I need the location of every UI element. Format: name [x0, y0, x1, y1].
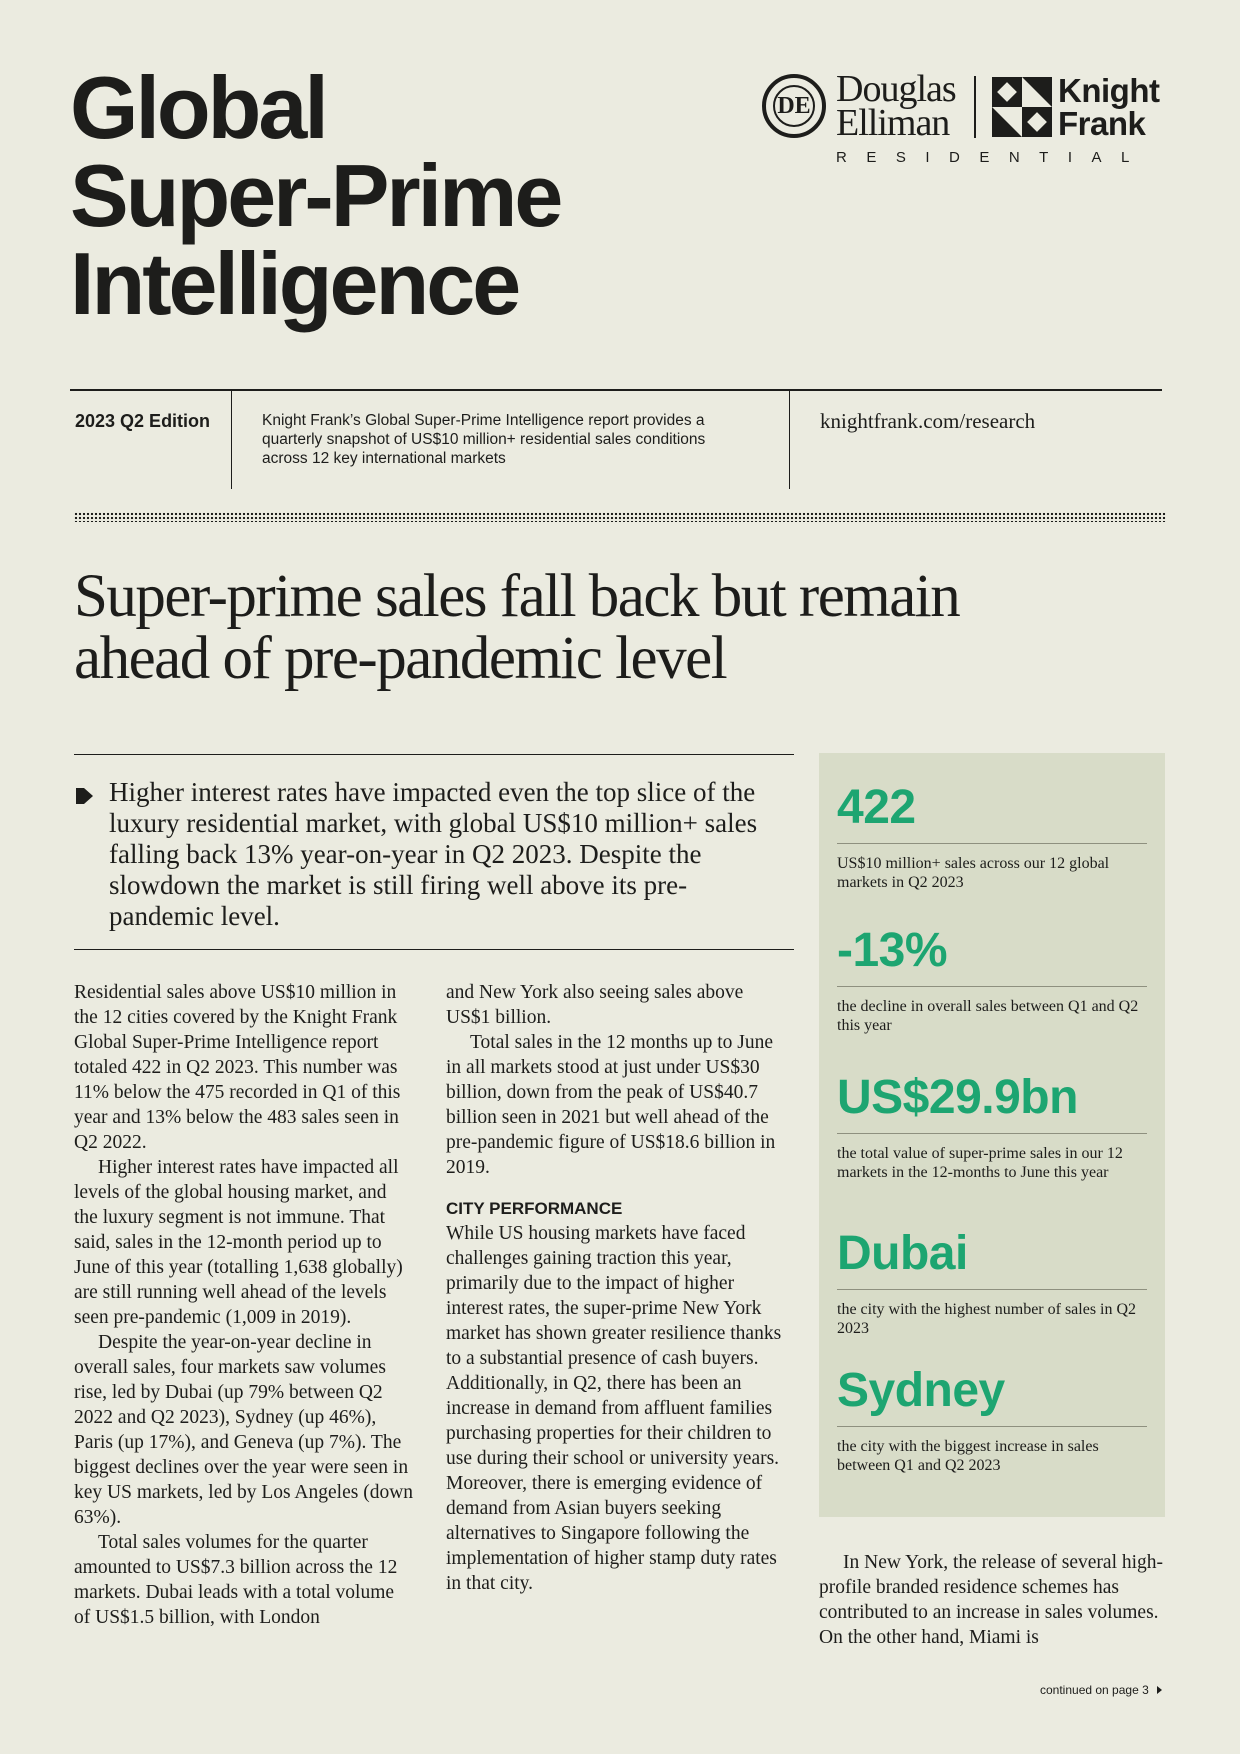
dotted-divider: [74, 512, 1166, 522]
continued-note[interactable]: [1040, 1683, 1162, 1697]
stat-description: US$10 million+ sales across our 12 global markets in Q2 2023: [837, 855, 1110, 891]
knight-frank-wordmark: Knight Frank: [1058, 72, 1160, 142]
edition-label: 2023 Q2 Edition: [75, 411, 211, 431]
body-column-1: [74, 980, 414, 1630]
partner-logos: [760, 68, 1160, 172]
logo-divider: [974, 76, 976, 138]
article-summary: Higher interest rates have impacted even the top slice of the luxury residential market, with global US$10 million+ sales falling back 13% year-on-year in Q2 2023. Despite the slowdown the market is still firing well above its pre-pandemic level.: [109, 777, 758, 931]
stat-rule: [837, 986, 1147, 987]
stat-block: [837, 1073, 1147, 1182]
stat-block: [837, 1366, 1147, 1475]
douglas-elliman-wordmark: Douglas Elliman: [836, 68, 956, 144]
residential-label: RESIDENTIAL: [836, 149, 1149, 166]
paragraph: and New York also seeing sales above US$1 billion.: [446, 982, 744, 1028]
summary-bottom-rule: [74, 949, 794, 950]
report-title-line-2: Super-Prime: [70, 146, 561, 245]
stat-rule: [837, 1426, 1147, 1427]
knight-frank-mark-icon: [992, 77, 1052, 137]
section-heading: CITY PERFORMANCE: [446, 1199, 623, 1218]
edition-top-rule: [70, 389, 1162, 391]
stat-value: -13%: [837, 924, 948, 977]
report-title-line-3: Intelligence: [70, 234, 519, 333]
stat-value: Sydney: [837, 1364, 1005, 1417]
paragraph: Total sales volumes for the quarter amounted to US$7.3 billion across the 12 markets. Dubai leads with a total volume of US$1.5 billion, with London: [74, 1532, 398, 1628]
stat-rule: [837, 843, 1147, 844]
stat-description: the total value of super-prime sales in our 12 markets in the 12-months to June this year: [837, 1145, 1123, 1181]
report-title-line-1: Global: [70, 58, 326, 157]
edition-divider-right: [789, 391, 790, 489]
continued-label: continued on page 3: [1040, 1683, 1149, 1697]
paragraph: Residential sales above US$10 million in the 12 cities covered by the Knight Frank Global Super-Prime Intelligence report totaled 422 in Q2 2023. This number was 11% below the 475 recorded in Q1 of this year and 13% below the 483 sales seen in Q2 2022.: [74, 982, 401, 1153]
stat-value: Dubai: [837, 1227, 968, 1280]
stat-description: the decline in overall sales between Q1 and Q2 this year: [837, 998, 1139, 1034]
key-stats-sidebar: [819, 753, 1165, 1517]
stat-block: [837, 1229, 1147, 1338]
summary-top-rule: [74, 754, 794, 755]
stat-rule: [837, 1133, 1147, 1134]
stat-description: the city with the highest number of sales in Q2 2023: [837, 1301, 1137, 1337]
douglas-elliman-seal-icon: DE: [762, 74, 826, 138]
research-link[interactable]: knightfrank.com/research: [820, 409, 1036, 433]
stat-description: the city with the biggest increase in sales between Q1 and Q2 2023: [837, 1438, 1099, 1474]
edition-divider-left: [231, 391, 232, 489]
stat-block: [837, 783, 1147, 892]
arrow-right-icon: [1157, 1686, 1162, 1694]
paragraph: In New York, the release of several high-profile branded residence schemes has contributed to an increase in sales volumes. On the other hand, Miami is: [819, 1552, 1164, 1648]
body-column-2: [446, 980, 782, 1596]
body-column-3: [819, 1550, 1165, 1650]
edition-description: Knight Frank’s Global Super-Prime Intelligence report provides a quarterly snapshot of US$10 million+ residential sales conditions across 12 key international markets: [262, 412, 706, 467]
paragraph: Higher interest rates have impacted all levels of the global housing market, and the luxury segment is not immune. That said, sales in the 12-month period up to June of this year (totalling 1,638 globally) are still running well ahead of the levels seen pre-pandemic (1,009 in 2019).: [74, 1157, 403, 1328]
stat-value: 422: [837, 781, 916, 834]
stat-value: US$29.9bn: [837, 1071, 1078, 1124]
paragraph: Despite the year-on-year decline in overall sales, four markets saw volumes rise, led by Dubai (up 79% between Q2 2022 and Q2 2023), Sydney (up 46%), Paris (up 17%), and Geneva (up 7%). The biggest declines over the year were seen in key US markets, led by Los Angeles (down 63%).: [74, 1332, 414, 1528]
bullet-arrow-icon: [74, 787, 94, 805]
stat-rule: [837, 1289, 1147, 1290]
paragraph: Total sales in the 12 months up to June in all markets stood at just under US$30 billion, down from the peak of US$40.7 billion seen in 2021 but well ahead of the pre-pandemic figure of US$18.6 billion in 2019.: [446, 1032, 776, 1178]
paragraph: While US housing markets have faced challenges gaining traction this year, primarily due to the impact of higher interest rates, the super-prime New York market has shown greater resilience thanks to a substantial presence of cash buyers. Additionally, in Q2, there has been an increase in demand from affluent families purchasing properties for their children to use during their school or university years. Moreover, there is emerging evidence of demand from Asian buyers seeking alternatives to Singapore following the implementation of higher stamp duty rates in that city.: [446, 1223, 782, 1594]
report-title: [70, 58, 561, 333]
stat-block: [837, 926, 1147, 1035]
article-headline: Super-prime sales fall back but remain ahead of pre-pandemic level: [74, 563, 960, 692]
